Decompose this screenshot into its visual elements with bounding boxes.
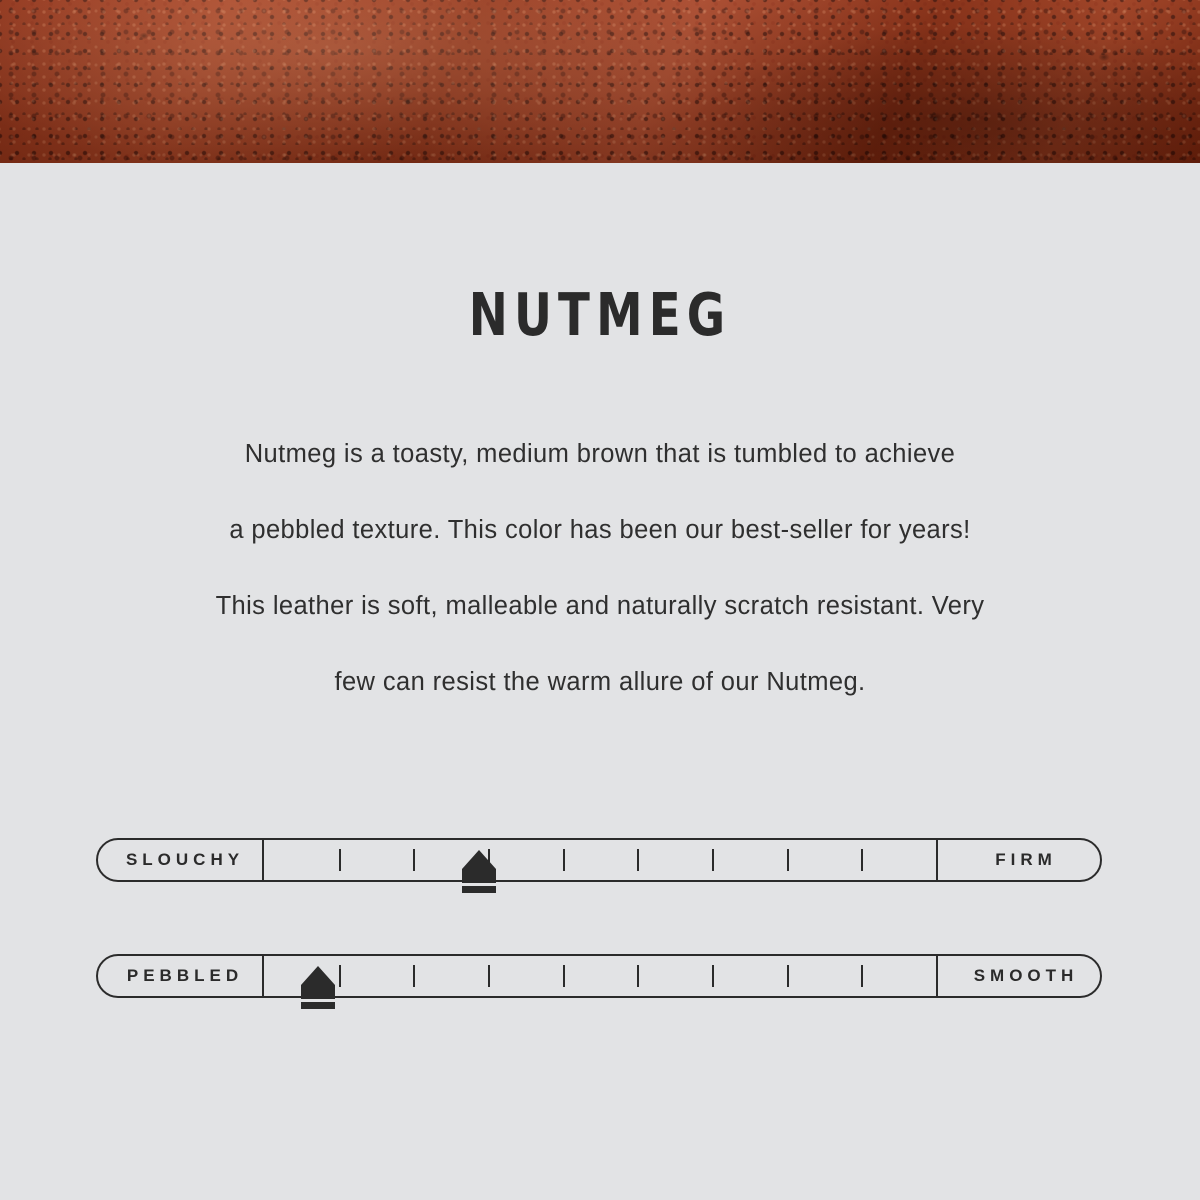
slider-tick (413, 965, 415, 987)
slider-tick (413, 849, 415, 871)
slider-tick (637, 965, 639, 987)
description-line: a pebbled texture. This color has been our best-seller for years! (229, 516, 971, 544)
page-title: NUTMEG (468, 280, 732, 349)
slider-softness[interactable] (96, 838, 1104, 886)
slider-tick (712, 965, 714, 987)
slider-tick (861, 849, 863, 871)
slider-tick (488, 965, 490, 987)
slider-tick (339, 965, 341, 987)
slider-tick (488, 849, 490, 871)
slider-tick (637, 849, 639, 871)
description-text (124, 416, 1076, 720)
slider-ticks (264, 954, 936, 998)
slider-right-label: SMOOTH (936, 954, 1104, 998)
slider-tick (787, 849, 789, 871)
slider-tick (861, 965, 863, 987)
slider-tick (712, 849, 714, 871)
leather-swatch-banner (0, 0, 1200, 163)
slider-tick (563, 849, 565, 871)
slider-tick (339, 849, 341, 871)
description-line: Nutmeg is a toasty, medium brown that is tumbled to achieve (244, 440, 956, 468)
slider-handle-base (301, 1002, 335, 1009)
slider-texture[interactable] (96, 954, 1104, 1002)
slider-ticks (264, 838, 936, 882)
slider-tick (787, 965, 789, 987)
leather-sheen-overlay (0, 0, 1200, 163)
description-line: This leather is soft, malleable and naturally scratch resistant. Very (215, 592, 985, 620)
slider-left-label: SLOUCHY (96, 838, 264, 882)
attribute-sliders (64, 838, 1136, 1002)
slider-right-label: FIRM (936, 838, 1104, 882)
slider-handle-base (462, 886, 496, 893)
content-area (0, 280, 1200, 1002)
slider-left-label: PEBBLED (96, 954, 264, 998)
slider-tick (563, 965, 565, 987)
description-line: few can resist the warm allure of our Nutmeg. (334, 668, 866, 696)
